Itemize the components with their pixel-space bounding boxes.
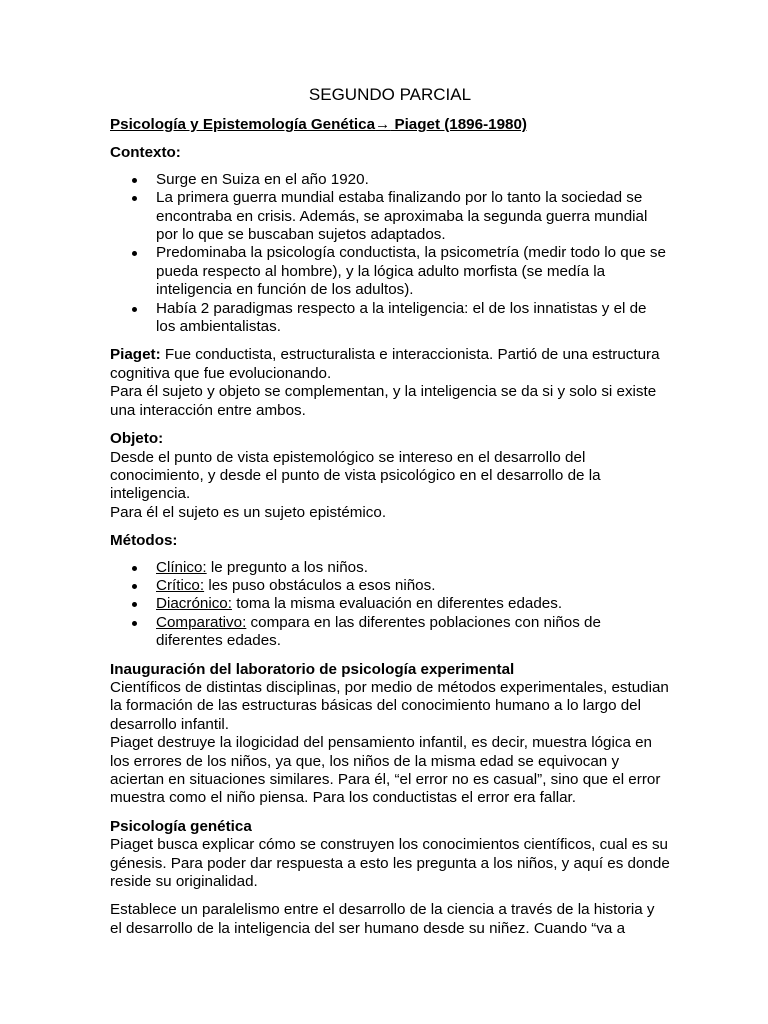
contexto-heading: Contexto: <box>110 144 181 162</box>
list-item <box>110 614 670 651</box>
list-item: Surge en Suiza en el año 1920. <box>110 171 670 189</box>
piaget-text-1: Fue conductista, estructuralista e interaccionista. Partió de una estructura cognitiva que fue evolucionando. <box>110 346 660 382</box>
list-item: La primera guerra mundial estaba finalizando por lo tanto la sociedad se encontraba en crisis. Además, se aproximaba la segunda guerra mundial por lo que se buscaban sujetos adaptados. <box>110 189 670 244</box>
objeto-text-2: Para él el sujeto es un sujeto epistémico. <box>110 503 387 521</box>
piaget-label: Piaget: <box>110 346 161 364</box>
document-page <box>110 84 670 938</box>
laboratorio-heading: Inauguración del laboratorio de psicología experimental <box>110 660 515 678</box>
objeto-heading: Objeto: <box>110 430 164 448</box>
piaget-text-2: Para él sujeto y objeto se complementan, y la inteligencia se da si y solo si existe una interacción entre ambos. <box>110 383 657 419</box>
objeto-text-1: Desde el punto de vista epistemológico se intereso en el desarrollo del conocimiento, y desde el punto de vista psicológico en el desarrollo de la inteligencia. <box>110 448 601 503</box>
piaget-paragraph <box>110 346 670 383</box>
list-item: Predominaba la psicología conductista, la psicometría (medir todo lo que se pueda respecto al hombre), y la lógica adulto morfista (se medía la inteligencia en función de los adultos). <box>110 244 670 299</box>
method-term: Comparativo: <box>156 613 247 631</box>
laboratorio-text-1: Científicos de distintas disciplinas, por medio de métodos experimentales, estudian la formación de las estructuras básicas del conocimiento humano a lo largo del desarrollo infantil. <box>110 678 669 733</box>
genetica-heading: Psicología genética <box>110 817 252 835</box>
contexto-list <box>110 171 670 337</box>
page-title: SEGUNDO PARCIAL <box>308 85 472 104</box>
metodos-list <box>110 559 670 651</box>
genetica-text-1: Piaget busca explicar cómo se construyen los conocimientos científicos, cual es su génesis. Para poder dar respuesta a esto les pregunta a los niños, y aquí es donde reside su originalidad. <box>110 836 670 891</box>
list-item <box>110 577 670 595</box>
main-heading <box>110 116 670 134</box>
method-desc: toma la misma evaluación en diferentes edades. <box>231 595 563 613</box>
list-item: Había 2 paradigmas respecto a la inteligencia: el de los innatistas y el de los ambientalistas. <box>110 300 670 337</box>
method-term: Clínico: <box>156 558 207 576</box>
list-item <box>110 559 670 577</box>
laboratorio-text-2: Piaget destruye la ilogicidad del pensamiento infantil, es decir, muestra lógica en los errores de los niños, ya que, los niños de la misma edad se equivocan y aciertan en situaciones similares. Para él, “el error no es casual”, sino que el error muestra como el niño piensa. Para los conductistas el error era fallar. <box>110 734 661 807</box>
main-heading-left: Psicología y Epistemología Genética <box>110 116 376 133</box>
metodos-heading: Métodos: <box>110 532 178 550</box>
arrow-icon: → <box>375 116 391 133</box>
method-term: Crítico: <box>156 576 205 594</box>
genetica-text-2: Establece un paralelismo entre el desarrollo de la ciencia a través de la historia y el desarrollo de la inteligencia del ser humano desde su niñez. Cuando “va a <box>110 901 655 937</box>
method-desc: compara en las diferentes poblaciones con niños de diferentes edades. <box>156 613 601 650</box>
method-desc: les puso obstáculos a esos niños. <box>204 576 436 594</box>
method-desc: le pregunto a los niños. <box>206 558 368 576</box>
method-term: Diacrónico: <box>156 595 232 613</box>
main-heading-right: Piaget (1896-1980) <box>390 116 527 133</box>
list-item <box>110 595 670 613</box>
